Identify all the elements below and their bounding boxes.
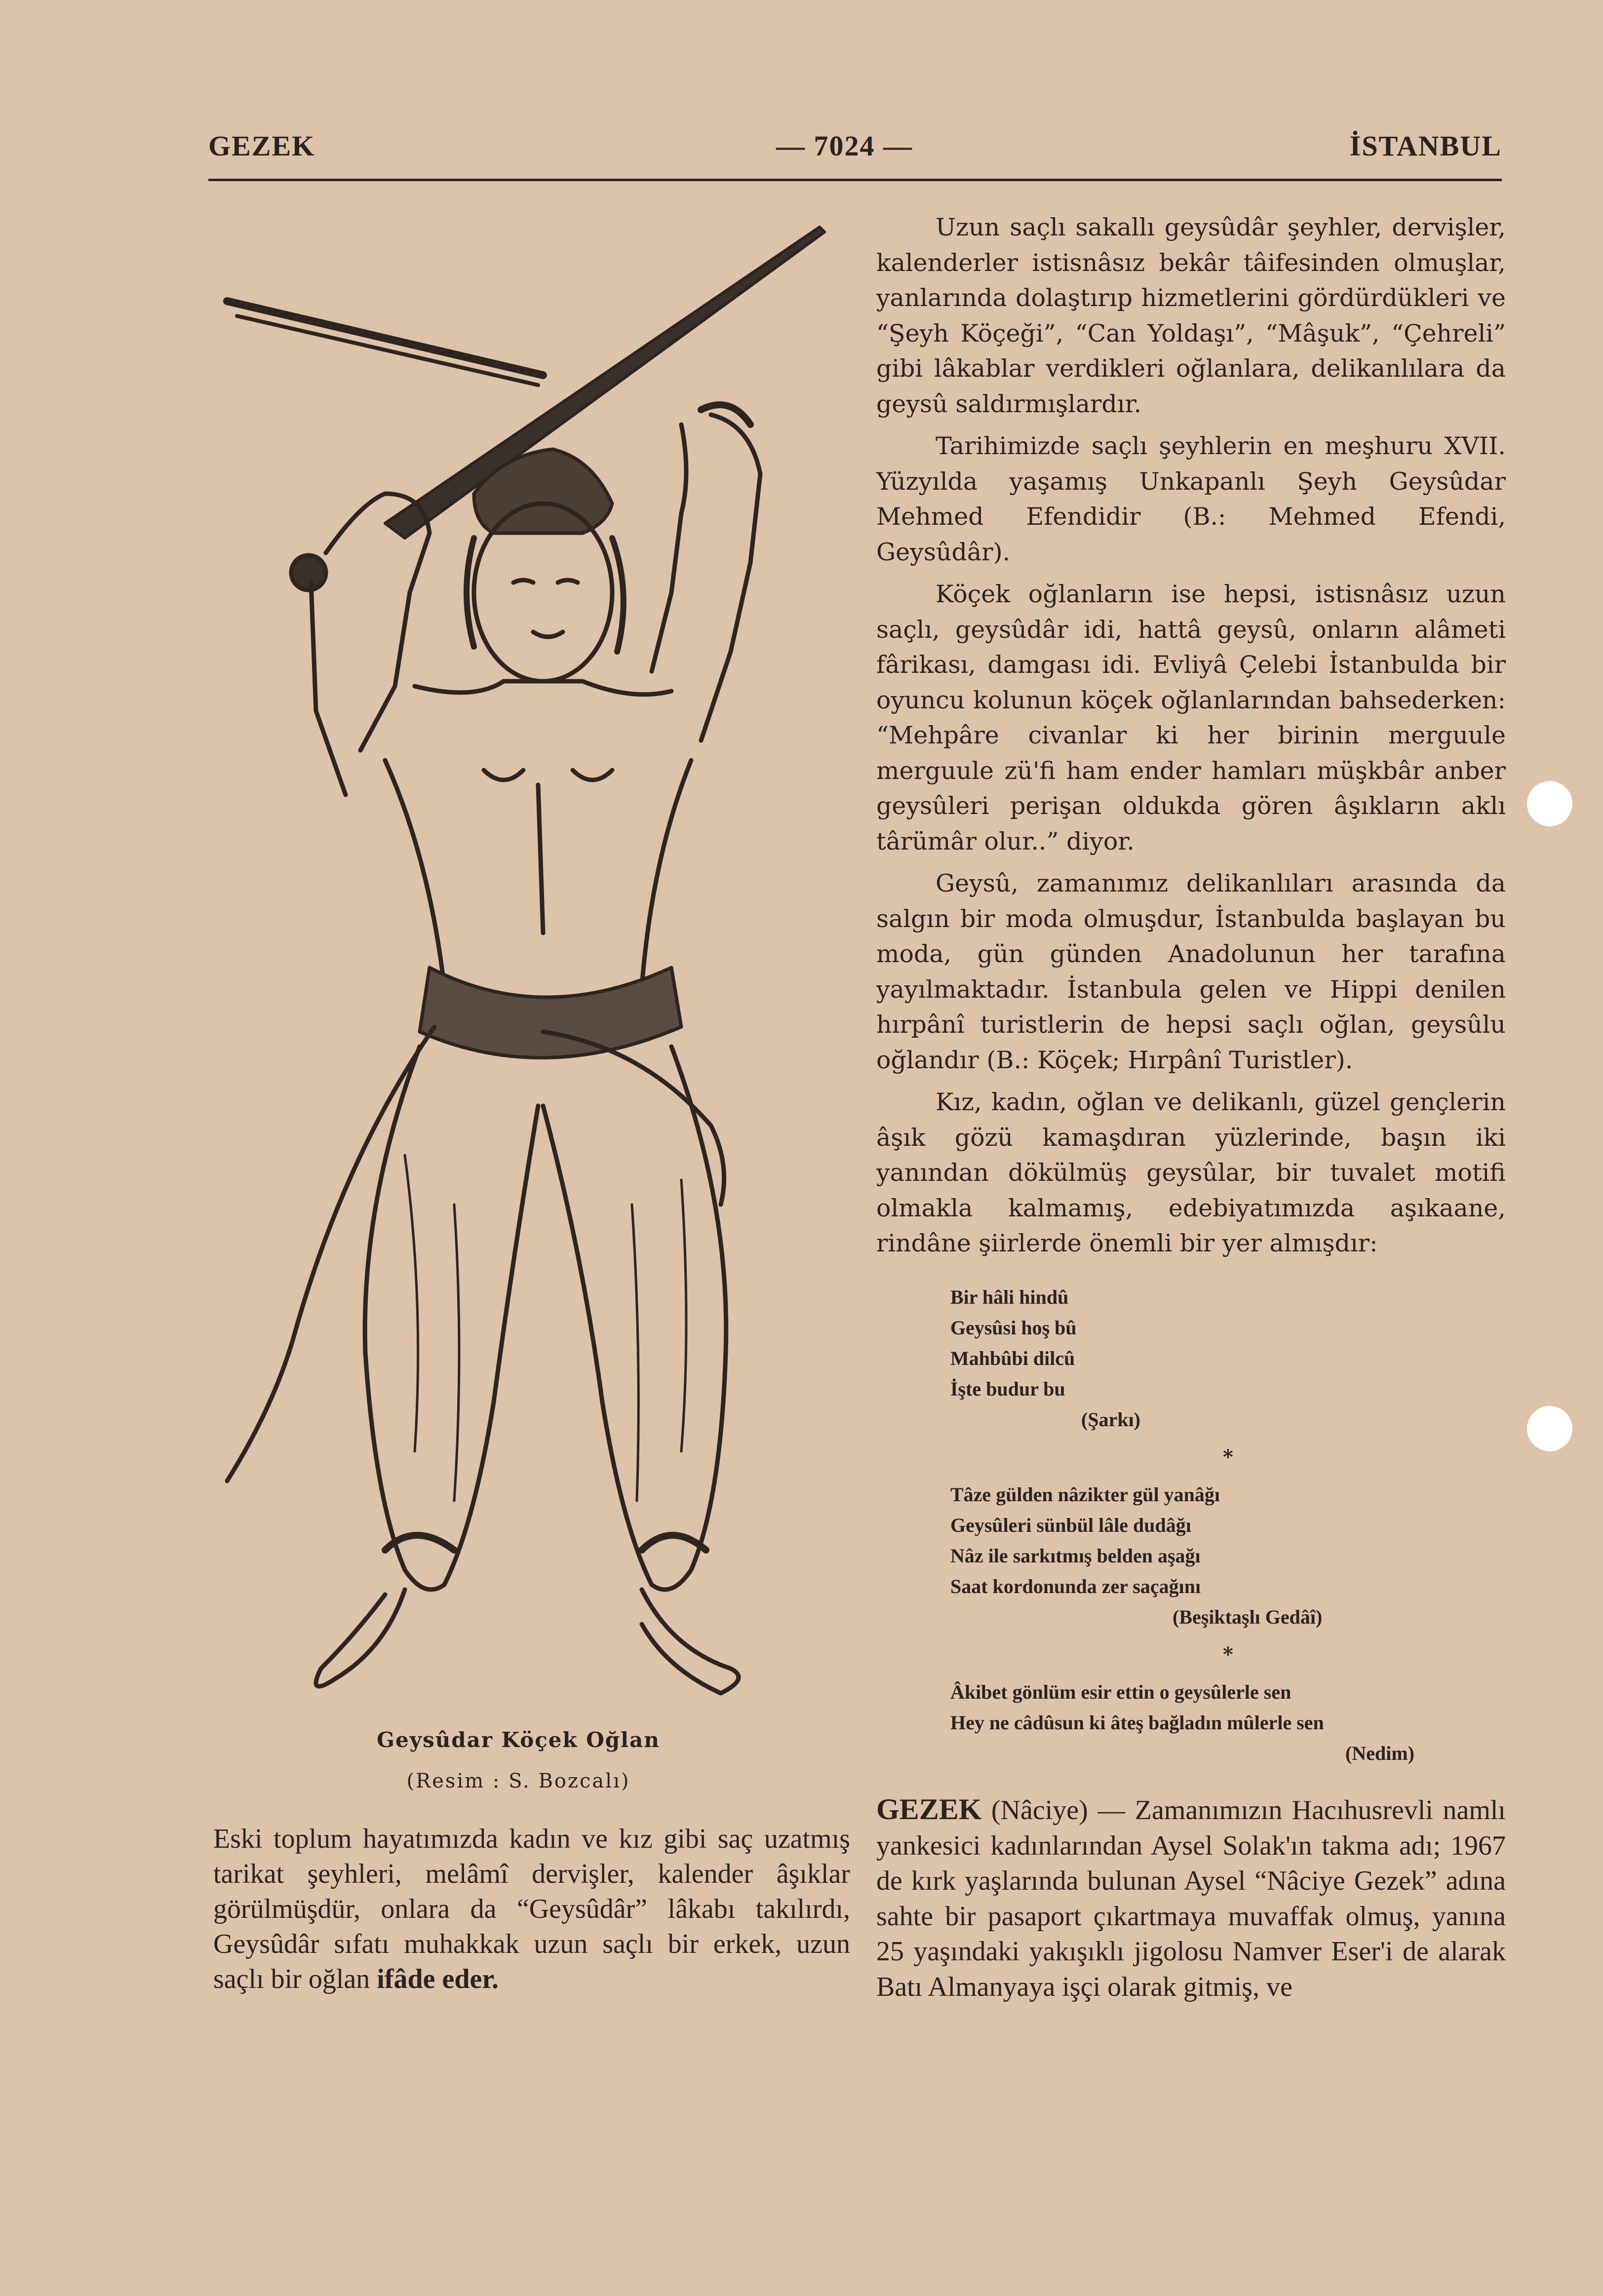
- entry-text: (Nâciye) — Zamanımızın Hacıhusrevli namlı yankesici kadınlarından Aysel Solak'ın takma adı; 1967 de kırk yaşlarında bulunan Aysel “Nâciye Gezek” adına sahte bir pasaport çıkartmaya muvaffak olmuş, yanına 25 yaşındaki yakışıklı jigolosu Namver Eser'i de alarak Batı Almanyaya işçi olarak gitmiş, ve: [876, 1795, 1506, 2002]
- paragraph: Kız, kadın, oğlan ve delikanlı, güzel gençlerin âşık gözü kamaşdıran yüzlerinde, başın iki yanından dökülmüş geysûlar, bir tuvalet motifi olmakla kalmamış, edebiyatımızda aşıkaane, rindâne şiirlerde önemli bir yer almışdır:: [876, 1088, 1506, 1257]
- verse-line: Nâz ile sarkıtmış belden aşağı: [950, 1544, 1201, 1567]
- verse-line: Geysûleri sünbül lâle dudâğı: [950, 1514, 1191, 1536]
- verse-line: Mahbûbi dilcû: [950, 1347, 1075, 1369]
- left-paragraph-body: Eski toplum hayatımızda kadın ve kız gibi saç uzatmış tarikat şeyhleri, melâmî dervişler, kalender âşıklar görülmüşdür, onlara da “Geysûdâr” lâkabı takılırdı, Geysûdâr sıfatı muhakkak uzun saçlı bir erkek, uzun saçlı bir oğlan: [213, 1824, 850, 1994]
- verse-source: (Nedim): [1345, 1742, 1414, 1764]
- punch-hole: [1527, 1406, 1572, 1451]
- right-column-text: [876, 210, 1506, 1769]
- page-number: — 7024 —: [776, 130, 913, 162]
- paragraph: Uzun saçlı sakallı geysûdâr şeyhler, dervişler, kalenderler istisnâsız bekâr tâifesinden olmuşlar, yanlarında dolaştırıp hizmetlerini gördürdükleri ve “Şeyh Köçeği”, “Can Yoldaşı”, “Mâşuk”, “Çehreli” gibi lâkablar verdikleri oğlanlara, delikanlılara da geysû saldırmışlardır.: [876, 213, 1506, 418]
- figure-caption-title: Geysûdar Köçek Oğlan: [377, 1728, 660, 1752]
- verse-separator: *: [1223, 1445, 1233, 1469]
- dancer-drawing: [197, 217, 849, 1708]
- verse-gedai: [876, 1479, 1506, 1633]
- verse-line: Saat kordonunda zer saçağını: [950, 1575, 1201, 1597]
- paragraph: Geysû, zamanımız delikanlıları arasında da salgın bir moda olmuşdur, İstanbulda başlayan bu moda, gün günden Anadolunun her tarafına yayılmaktadır. İstanbula gelen ve Hippi denilen hırpânî turistlerin de hepsi saçlı oğlan, geysûlu oğlandır (B.: Köçek; Hırpânî Turistler).: [876, 869, 1506, 1074]
- verse-nedim: [876, 1677, 1506, 1769]
- header-left-term: GEZEK: [208, 130, 315, 162]
- header-rule: [208, 179, 1502, 181]
- verse-line: Geysûsi hoş bû: [950, 1316, 1077, 1339]
- verse-line: Tâze gülden nâzikter gül yanâğı: [950, 1483, 1220, 1506]
- verse-sarki: [876, 1282, 1506, 1435]
- figure-caption-credit: (Resim : S. Bozcalı): [406, 1770, 630, 1792]
- verse-separator: *: [1223, 1642, 1233, 1666]
- punch-hole: [1527, 781, 1572, 826]
- running-header: [208, 129, 1502, 184]
- verse-line: İşte budur bu: [950, 1377, 1065, 1400]
- left-column-paragraph: [213, 1822, 850, 1997]
- paragraph: Köçek oğlanların ise hepsi, istisnâsız uzun saçlı, geysûdâr idi, hattâ geysû, onların alâmeti fârikası, damgası idi. Evliyâ Çelebi İstanbulda bir oyuncu kolunun köçek oğlanlarından bahsederken: “Mehpâre civanlar ki her birinin merguule merguule zü'fi ham ender hamları müşkbâr anber geysûleri perişan oldukda gören âşıkların aklı târümâr olur..” diyor.: [876, 580, 1506, 856]
- verse-source: (Beşiktaşlı Gedâî): [1173, 1605, 1323, 1628]
- verse-source: (Şarkı): [1081, 1408, 1140, 1431]
- entry-term: GEZEK: [876, 1793, 982, 1826]
- verse-line: Âkibet gönlüm esir ettin o geysûlerle sen: [950, 1680, 1291, 1703]
- header-right-title: İSTANBUL: [1349, 130, 1502, 162]
- left-paragraph-tail: ifâde eder.: [377, 1964, 499, 1994]
- dictionary-entry-gezek: [876, 1792, 1506, 2005]
- illustration-koceck-dancer: [197, 217, 849, 1708]
- paragraph: Tarihimizde saçlı şeyhlerin en meşhuru XVII. Yüzyılda yaşamış Unkapanlı Şeyh Geysûdar Mehmed Efendidir (B.: Mehmed Efendi, Geysûdâr).: [876, 432, 1506, 566]
- verse-line: Hey ne câdûsun ki âteş bağladın mûlerle sen: [950, 1711, 1324, 1734]
- verse-line: Bir hâli hindû: [950, 1285, 1069, 1308]
